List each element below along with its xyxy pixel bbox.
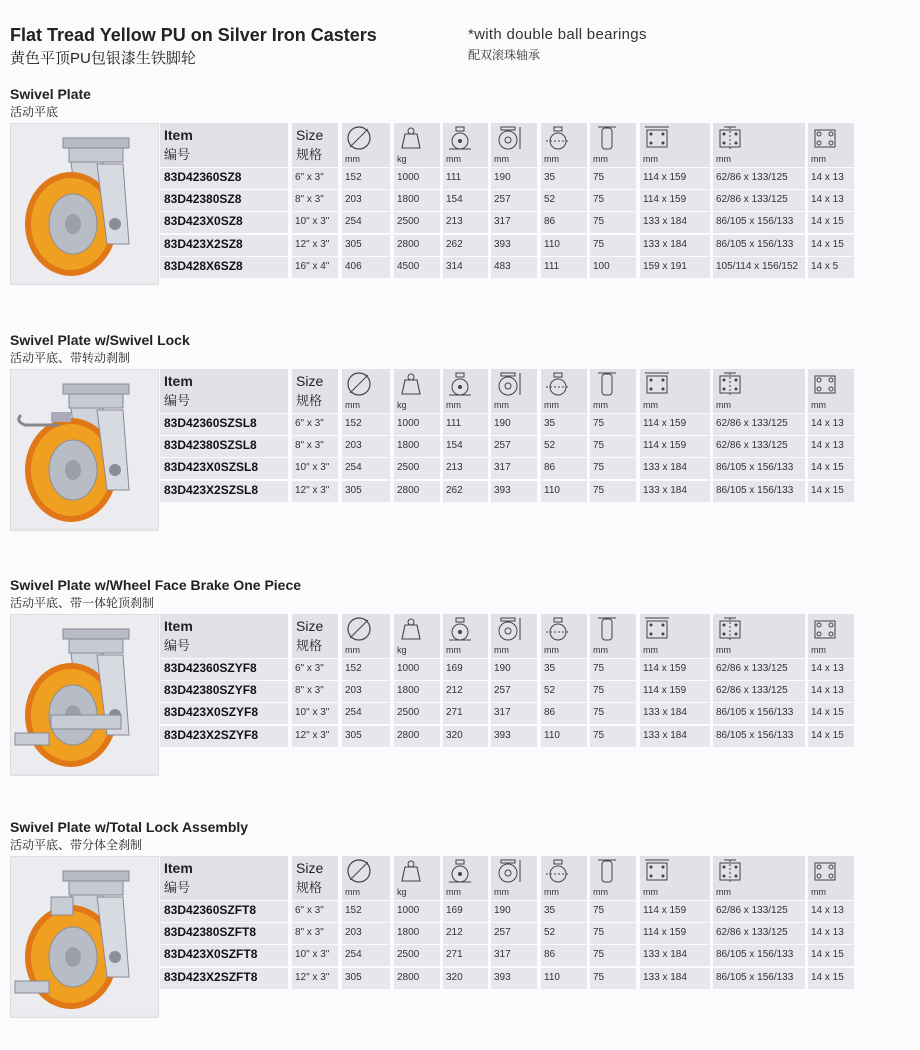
- item-code: 83D423X2SZFT8: [164, 969, 258, 984]
- spec-value: 190: [494, 663, 511, 674]
- overall-height-icon: [493, 125, 523, 156]
- spec-value: 75: [593, 663, 605, 674]
- spec-value: 86/105 x 156/133: [716, 216, 794, 228]
- swivel-radius-icon: [543, 616, 573, 647]
- spec-value: 14 x 15: [811, 971, 844, 983]
- spec-value: 152: [345, 418, 362, 429]
- bearing-note-cn: 配双滚珠轴承: [468, 48, 541, 62]
- spec-value: 86/105 x 156/133: [716, 971, 794, 983]
- spec-value: 190: [494, 418, 511, 429]
- spec-value: 75: [593, 729, 605, 741]
- offset-icon: [445, 125, 475, 156]
- spec-value: 75: [593, 484, 605, 496]
- size-header: Size: [296, 860, 324, 876]
- unit-label: mm: [345, 887, 360, 897]
- plate-size-icon: [642, 125, 672, 156]
- spec-value: 190: [494, 905, 511, 916]
- item-code: 83D423X2SZ8: [164, 236, 243, 251]
- item-header-cn: 编号: [164, 147, 191, 162]
- unit-label: kg: [397, 154, 407, 164]
- spec-value: 114 x 159: [643, 663, 687, 674]
- spec-value: 86: [544, 949, 556, 961]
- unit-label: mm: [811, 154, 826, 164]
- spec-value: 14 x 15: [811, 462, 844, 474]
- item-code: 83D42360SZSL8: [164, 416, 257, 430]
- spec-value: 62/86 x 133/125: [716, 194, 788, 206]
- spec-value: 305: [345, 971, 362, 983]
- spec-value: 14 x 15: [811, 729, 844, 741]
- plate-size-icon: [642, 858, 672, 889]
- spec-value: 62/86 x 133/125: [716, 927, 788, 939]
- spec-value: 114 x 159: [643, 927, 687, 939]
- spec-value: 114 x 159: [643, 905, 687, 916]
- spec-value: 213: [446, 462, 463, 474]
- unit-label: mm: [643, 887, 658, 897]
- spec-value: 110: [544, 971, 560, 983]
- swivel-radius-icon: [543, 371, 573, 402]
- spec-value: 52: [544, 927, 556, 939]
- section-title-cn: 活动平底、带分体全刹制: [10, 838, 143, 852]
- unit-label: mm: [446, 887, 461, 897]
- spec-value: 133 x 184: [643, 729, 687, 741]
- caster-photo: [10, 856, 159, 1018]
- load-weight-icon: [396, 858, 426, 889]
- spec-value: 14 x 13: [811, 927, 844, 939]
- spec-value: 35: [544, 905, 556, 916]
- spec-value: 1000: [397, 663, 420, 674]
- item-code: 83D423X2SZYF8: [164, 727, 259, 742]
- spec-value: 2500: [397, 949, 420, 961]
- spec-value: 203: [345, 685, 362, 697]
- spec-value: 111: [446, 418, 462, 429]
- spec-value: 52: [544, 685, 556, 697]
- spec-value: 393: [494, 729, 511, 741]
- unit-label: mm: [811, 645, 826, 655]
- spec-value: 317: [494, 216, 511, 228]
- item-code: 83D42360SZFT8: [164, 903, 257, 917]
- spec-value: 14 x 13: [811, 663, 844, 674]
- unit-label: mm: [811, 887, 826, 897]
- spec-value: 257: [494, 685, 511, 697]
- spec-value: 62/86 x 133/125: [716, 172, 788, 183]
- item-code: 83D428X6SZ8: [164, 258, 243, 273]
- spec-value: 86/105 x 156/133: [716, 949, 794, 961]
- spec-value: 305: [345, 238, 362, 250]
- unit-label: mm: [494, 887, 509, 897]
- spec-value: 254: [345, 462, 362, 474]
- bolt-hole-size-icon: [810, 858, 840, 889]
- spec-value: 14 x 15: [811, 216, 844, 228]
- spec-value: 110: [544, 729, 560, 741]
- load-weight-icon: [396, 125, 426, 156]
- caster-photo: [10, 614, 159, 776]
- bolt-hole-spacing-icon: [715, 125, 745, 156]
- spec-value: 111: [544, 260, 560, 272]
- item-code: 83D423X0SZSL8: [164, 460, 259, 475]
- spec-value: 203: [345, 927, 362, 939]
- unit-label: mm: [446, 645, 461, 655]
- unit-label: mm: [345, 645, 360, 655]
- overall-height-icon: [493, 858, 523, 889]
- spec-value: 1000: [397, 418, 420, 429]
- section-title-cn: 活动平底、带一体轮顶刹制: [10, 596, 155, 610]
- unit-label: mm: [446, 400, 461, 410]
- spec-value: 14 x 15: [811, 949, 844, 961]
- item-code: 83D423X2SZSL8: [164, 482, 259, 497]
- spec-value: 10" x 3": [295, 949, 330, 961]
- spec-value: 75: [593, 440, 605, 452]
- spec-value: 320: [446, 729, 463, 741]
- spec-value: 14 x 5: [811, 260, 839, 272]
- spec-value: 35: [544, 663, 556, 674]
- item-header: Item: [164, 618, 193, 634]
- spec-value: 75: [593, 462, 605, 474]
- spec-value: 305: [345, 729, 362, 741]
- spec-value: 154: [446, 440, 463, 452]
- section-title: Swivel Plate w/Wheel Face Brake One Piece: [10, 577, 302, 593]
- bolt-hole-spacing-icon: [715, 616, 745, 647]
- spec-value: 105/114 x 156/152: [716, 260, 799, 272]
- spec-value: 317: [494, 462, 511, 474]
- unit-label: mm: [811, 400, 826, 410]
- spec-value: 12" x 3": [295, 729, 330, 741]
- item-code: 83D42380SZSL8: [164, 438, 257, 453]
- unit-label: mm: [716, 400, 731, 410]
- spec-table: [160, 856, 860, 989]
- spec-value: 152: [345, 172, 362, 183]
- unit-label: mm: [716, 645, 731, 655]
- spec-value: 110: [544, 238, 560, 250]
- spec-value: 62/86 x 133/125: [716, 418, 788, 429]
- unit-label: kg: [397, 887, 407, 897]
- size-header-cn: 规格: [296, 147, 323, 162]
- spec-value: 2800: [397, 484, 420, 496]
- spec-value: 14 x 15: [811, 484, 844, 496]
- size-header-cn: 规格: [296, 393, 323, 408]
- item-header-cn: 编号: [164, 880, 191, 895]
- spec-value: 257: [494, 194, 511, 206]
- plate-size-icon: [642, 616, 672, 647]
- unit-label: mm: [544, 645, 559, 655]
- item-code: 83D423X0SZFT8: [164, 947, 258, 962]
- spec-value: 75: [593, 172, 605, 183]
- bolt-hole-size-icon: [810, 125, 840, 156]
- spec-value: 159 x 191: [643, 260, 687, 272]
- unit-label: mm: [544, 400, 559, 410]
- unit-label: mm: [643, 645, 658, 655]
- spec-value: 393: [494, 484, 511, 496]
- spec-value: 262: [446, 484, 463, 496]
- spec-value: 86: [544, 216, 556, 228]
- wheel-diameter-icon: [344, 858, 374, 889]
- bolt-hole-size-icon: [810, 371, 840, 402]
- spec-table: [160, 614, 860, 747]
- spec-value: 254: [345, 216, 362, 228]
- bearing-note: *with double ball bearings: [468, 26, 647, 43]
- spec-value: 16" x 4": [295, 260, 330, 272]
- section-title-cn: 活动平底: [10, 105, 59, 119]
- overall-height-icon: [493, 616, 523, 647]
- spec-value: 8" x 3": [295, 685, 324, 697]
- section-title: Swivel Plate: [10, 86, 91, 102]
- spec-value: 75: [593, 216, 605, 228]
- spec-value: 203: [345, 194, 362, 206]
- spec-value: 317: [494, 707, 511, 719]
- item-header: Item: [164, 373, 193, 389]
- spec-value: 14 x 13: [811, 440, 844, 452]
- load-weight-icon: [396, 371, 426, 402]
- spec-value: 86/105 x 156/133: [716, 729, 794, 741]
- spec-value: 75: [593, 949, 605, 961]
- spec-value: 12" x 3": [295, 238, 330, 250]
- spec-value: 4500: [397, 260, 420, 272]
- unit-label: mm: [446, 154, 461, 164]
- item-code: 83D42380SZYF8: [164, 683, 257, 698]
- spec-value: 6" x 3": [295, 905, 324, 916]
- spec-value: 2800: [397, 238, 420, 250]
- spec-value: 75: [593, 905, 605, 916]
- unit-label: mm: [716, 154, 731, 164]
- spec-value: 2800: [397, 971, 420, 983]
- spec-value: 86/105 x 156/133: [716, 238, 794, 250]
- spec-value: 254: [345, 707, 362, 719]
- spec-value: 75: [593, 418, 605, 429]
- spec-value: 10" x 3": [295, 462, 330, 474]
- spec-value: 393: [494, 238, 511, 250]
- spec-value: 114 x 159: [643, 440, 687, 452]
- tread-width-icon: [592, 371, 622, 402]
- spec-value: 75: [593, 707, 605, 719]
- spec-value: 114 x 159: [643, 418, 687, 429]
- item-code: 83D423X0SZYF8: [164, 705, 259, 720]
- page-title: Flat Tread Yellow PU on Silver Iron Casters: [10, 25, 377, 45]
- spec-value: 8" x 3": [295, 440, 324, 452]
- bolt-hole-spacing-icon: [715, 371, 745, 402]
- spec-value: 75: [593, 194, 605, 206]
- spec-value: 14 x 15: [811, 238, 844, 250]
- spec-value: 254: [345, 949, 362, 961]
- bolt-hole-spacing-icon: [715, 858, 745, 889]
- spec-value: 154: [446, 194, 463, 206]
- spec-value: 14 x 13: [811, 194, 844, 206]
- offset-icon: [445, 858, 475, 889]
- item-code: 83D42360SZ8: [164, 170, 242, 184]
- unit-label: mm: [643, 154, 658, 164]
- unit-label: mm: [643, 400, 658, 410]
- spec-value: 133 x 184: [643, 971, 687, 983]
- spec-value: 133 x 184: [643, 707, 687, 719]
- spec-value: 212: [446, 927, 463, 939]
- spec-value: 14 x 13: [811, 685, 844, 697]
- size-header: Size: [296, 127, 324, 143]
- wheel-diameter-icon: [344, 371, 374, 402]
- spec-value: 213: [446, 216, 463, 228]
- spec-value: 52: [544, 440, 556, 452]
- spec-value: 35: [544, 172, 556, 183]
- spec-value: 1800: [397, 685, 420, 697]
- offset-icon: [445, 616, 475, 647]
- spec-value: 1800: [397, 927, 420, 939]
- swivel-radius-icon: [543, 858, 573, 889]
- spec-value: 393: [494, 971, 511, 983]
- spec-value: 62/86 x 133/125: [716, 905, 788, 916]
- section-title: Swivel Plate w/Swivel Lock: [10, 332, 190, 348]
- spec-value: 1800: [397, 440, 420, 452]
- spec-value: 62/86 x 133/125: [716, 663, 788, 674]
- spec-value: 8" x 3": [295, 194, 324, 206]
- size-header: Size: [296, 373, 324, 389]
- unit-label: mm: [345, 400, 360, 410]
- spec-value: 1000: [397, 905, 420, 916]
- spec-value: 35: [544, 418, 556, 429]
- tread-width-icon: [592, 616, 622, 647]
- size-header: Size: [296, 618, 324, 634]
- spec-value: 6" x 3": [295, 172, 324, 183]
- spec-value: 271: [446, 949, 463, 961]
- spec-value: 1800: [397, 194, 420, 206]
- unit-label: mm: [544, 887, 559, 897]
- spec-value: 305: [345, 484, 362, 496]
- spec-value: 314: [446, 260, 463, 272]
- caster-photo: [10, 369, 159, 531]
- spec-value: 110: [544, 484, 560, 496]
- unit-label: mm: [593, 887, 608, 897]
- tread-width-icon: [592, 125, 622, 156]
- spec-value: 203: [345, 440, 362, 452]
- unit-label: kg: [397, 400, 407, 410]
- spec-value: 406: [345, 260, 362, 272]
- spec-value: 14 x 13: [811, 172, 844, 183]
- spec-value: 483: [494, 260, 511, 272]
- spec-value: 86/105 x 156/133: [716, 462, 794, 474]
- unit-label: mm: [345, 154, 360, 164]
- tread-width-icon: [592, 858, 622, 889]
- spec-value: 75: [593, 927, 605, 939]
- spec-value: 86/105 x 156/133: [716, 484, 794, 496]
- spec-value: 86: [544, 707, 556, 719]
- unit-label: mm: [494, 400, 509, 410]
- section-title: Swivel Plate w/Total Lock Assembly: [10, 819, 249, 835]
- swivel-radius-icon: [543, 125, 573, 156]
- wheel-diameter-icon: [344, 125, 374, 156]
- spec-value: 133 x 184: [643, 462, 687, 474]
- spec-value: 75: [593, 971, 605, 983]
- spec-value: 1000: [397, 172, 420, 183]
- section-1: [0, 86, 920, 298]
- item-header: Item: [164, 860, 193, 876]
- spec-value: 133 x 184: [643, 484, 687, 496]
- spec-value: 2500: [397, 462, 420, 474]
- spec-table: [160, 123, 860, 278]
- spec-value: 86: [544, 462, 556, 474]
- spec-value: 8" x 3": [295, 927, 324, 939]
- spec-value: 133 x 184: [643, 949, 687, 961]
- spec-value: 12" x 3": [295, 971, 330, 983]
- load-weight-icon: [396, 616, 426, 647]
- spec-value: 114 x 159: [643, 685, 687, 697]
- spec-value: 317: [494, 949, 511, 961]
- overall-height-icon: [493, 371, 523, 402]
- spec-table: [160, 369, 860, 502]
- size-header-cn: 规格: [296, 638, 323, 653]
- spec-value: 12" x 3": [295, 484, 330, 496]
- spec-value: 114 x 159: [643, 172, 687, 183]
- spec-value: 75: [593, 238, 605, 250]
- spec-value: 14 x 13: [811, 418, 844, 429]
- spec-value: 62/86 x 133/125: [716, 685, 788, 697]
- spec-value: 152: [345, 905, 362, 916]
- spec-value: 75: [593, 685, 605, 697]
- item-code: 83D42380SZ8: [164, 192, 242, 207]
- spec-value: 257: [494, 927, 511, 939]
- spec-value: 257: [494, 440, 511, 452]
- section-title-cn: 活动平底、带转动刹制: [10, 351, 131, 365]
- unit-label: kg: [397, 645, 407, 655]
- section-4: [0, 819, 920, 1009]
- unit-label: mm: [544, 154, 559, 164]
- unit-label: mm: [494, 154, 509, 164]
- section-3: [0, 577, 920, 767]
- spec-value: 271: [446, 707, 463, 719]
- spec-value: 10" x 3": [295, 216, 330, 228]
- spec-value: 190: [494, 172, 511, 183]
- spec-value: 6" x 3": [295, 418, 324, 429]
- offset-icon: [445, 371, 475, 402]
- spec-value: 62/86 x 133/125: [716, 440, 788, 452]
- page-title-cn: 黄色平顶PU包银漆生铁脚轮: [10, 50, 196, 67]
- unit-label: mm: [593, 400, 608, 410]
- spec-value: 52: [544, 194, 556, 206]
- item-code: 83D423X0SZ8: [164, 214, 243, 229]
- spec-value: 212: [446, 685, 463, 697]
- wheel-diameter-icon: [344, 616, 374, 647]
- unit-label: mm: [593, 645, 608, 655]
- spec-value: 169: [446, 905, 463, 916]
- spec-value: 133 x 184: [643, 238, 687, 250]
- size-header-cn: 规格: [296, 880, 323, 895]
- spec-value: 111: [446, 172, 462, 183]
- spec-value: 2500: [397, 707, 420, 719]
- plate-size-icon: [642, 371, 672, 402]
- spec-value: 2800: [397, 729, 420, 741]
- spec-value: 6" x 3": [295, 663, 324, 674]
- spec-value: 133 x 184: [643, 216, 687, 228]
- unit-label: mm: [716, 887, 731, 897]
- spec-value: 2500: [397, 216, 420, 228]
- bolt-hole-size-icon: [810, 616, 840, 647]
- spec-value: 86/105 x 156/133: [716, 707, 794, 719]
- spec-value: 10" x 3": [295, 707, 330, 719]
- spec-value: 169: [446, 663, 463, 674]
- unit-label: mm: [593, 154, 608, 164]
- item-code: 83D42360SZYF8: [164, 661, 257, 675]
- spec-value: 152: [345, 663, 362, 674]
- unit-label: mm: [494, 645, 509, 655]
- spec-value: 320: [446, 971, 463, 983]
- spec-value: 114 x 159: [643, 194, 687, 206]
- spec-value: 14 x 15: [811, 707, 844, 719]
- item-code: 83D42380SZFT8: [164, 925, 257, 940]
- spec-value: 262: [446, 238, 463, 250]
- spec-value: 100: [593, 260, 610, 272]
- section-2: [0, 332, 920, 522]
- item-header: Item: [164, 127, 193, 143]
- item-header-cn: 编号: [164, 393, 191, 408]
- caster-photo: [10, 123, 159, 285]
- item-header-cn: 编号: [164, 638, 191, 653]
- spec-value: 14 x 13: [811, 905, 844, 916]
